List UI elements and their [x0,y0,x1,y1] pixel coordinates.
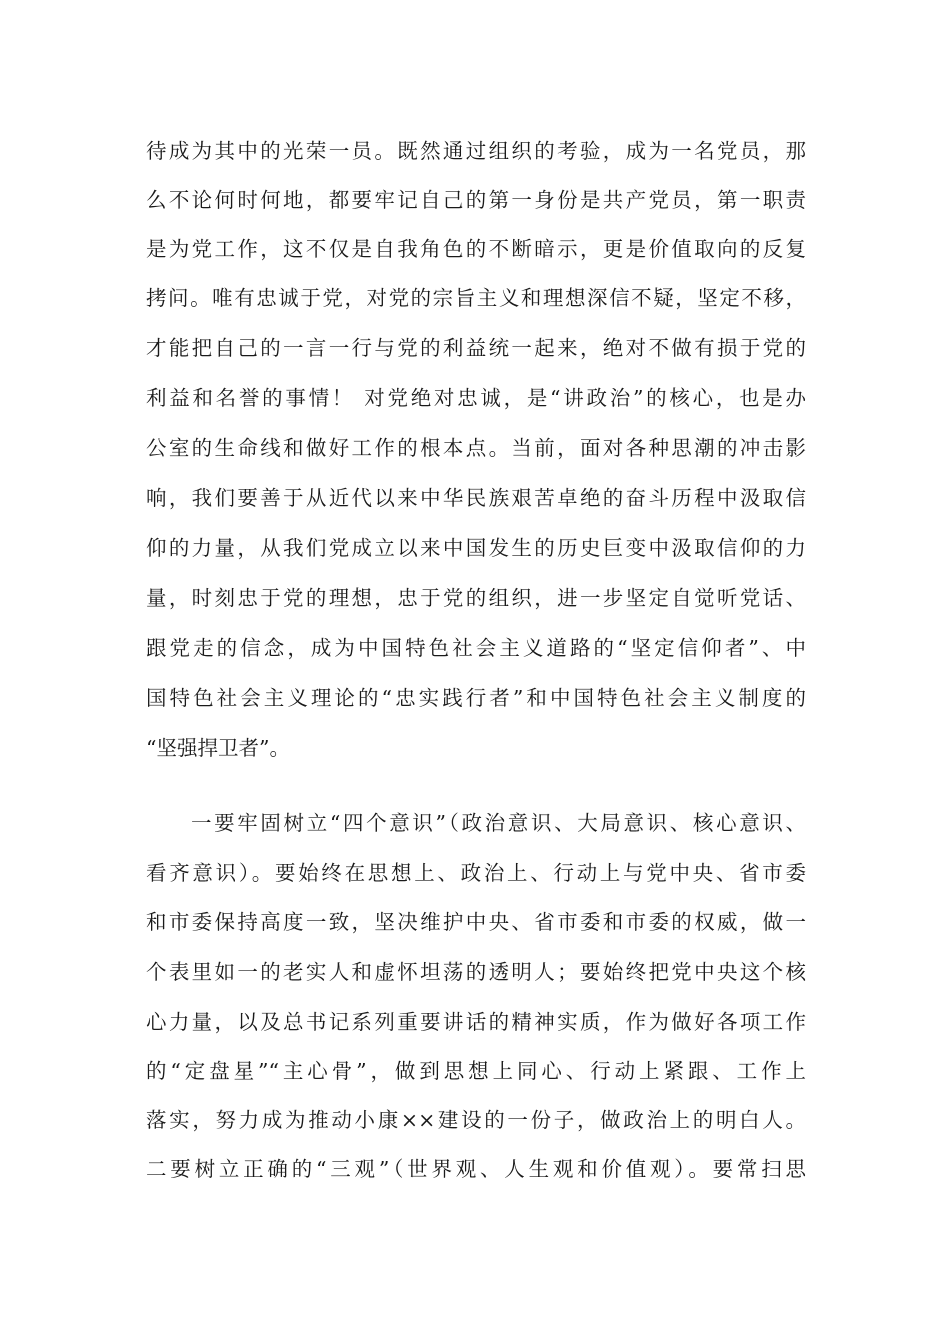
text-line-7: 公室的生命线和做好工作的根本点。当前，面对各种思潮的冲击影 [146,436,806,460]
text-line-19: 的“定盘星”“主心骨”，做到思想上同心、行动上紧跟、工作上 [146,1059,806,1083]
text-line-16: 和市委保持高度一致，坚决维护中央、省市委和市委的权威，做一 [146,910,806,934]
text-line-1: 待成为其中的光荣一员。既然通过组织的考验，成为一名党员，那 [146,139,806,163]
text-line-21: 二要树立正确的“三观”（世界观、人生观和价值观）。要常扫思 [146,1157,806,1181]
text-line-17: 个表里如一的老实人和虚怀坦荡的透明人；要始终把党中央这个核 [146,960,806,984]
text-line-12: 国特色社会主义理论的“忠实践行者”和中国特色社会主义制度的 [146,686,806,710]
text-line-8: 响，我们要善于从近代以来中华民族艰苦卓绝的奋斗历程中汲取信 [146,486,806,510]
text-line-6: 利益和名誉的事情！ 对党绝对忠诚，是“讲政治”的核心，也是办 [146,386,806,410]
text-line-9: 仰的力量，从我们党成立以来中国发生的历史巨变中汲取信仰的力 [146,536,806,560]
text-line-13: “坚强捍卫者”。 [146,736,290,760]
text-line-15: 看齐意识）。要始终在思想上、政治上、行动上与党中央、省市委 [146,861,806,885]
text-line-11: 跟党走的信念，成为中国特色社会主义道路的“坚定信仰者”、中 [146,636,806,660]
text-line-2: 么不论何时何地，都要牢记自己的第一身份是共产党员，第一职责 [146,188,806,212]
text-line-4: 拷问。唯有忠诚于党，对党的宗旨主义和理想深信不疑，坚定不移， [146,286,806,310]
text-line-18: 心力量，以及总书记系列重要讲话的精神实质，作为做好各项工作 [146,1010,806,1034]
text-line-14: 一要牢固树立“四个意识”（政治意识、大局意识、核心意识、 [191,811,806,835]
text-line-5: 才能把自己的一言一行与党的利益统一起来，绝对不做有损于党的 [146,336,806,360]
text-line-3: 是为党工作，这不仅是自我角色的不断暗示，更是价值取向的反复 [146,237,806,261]
text-line-10: 量，时刻忠于党的理想，忠于党的组织，进一步坚定自觉听党话、 [146,586,806,610]
text-line-20: 落实，努力成为推动小康××建设的一份子，做政治上的明白人。 [146,1108,806,1132]
